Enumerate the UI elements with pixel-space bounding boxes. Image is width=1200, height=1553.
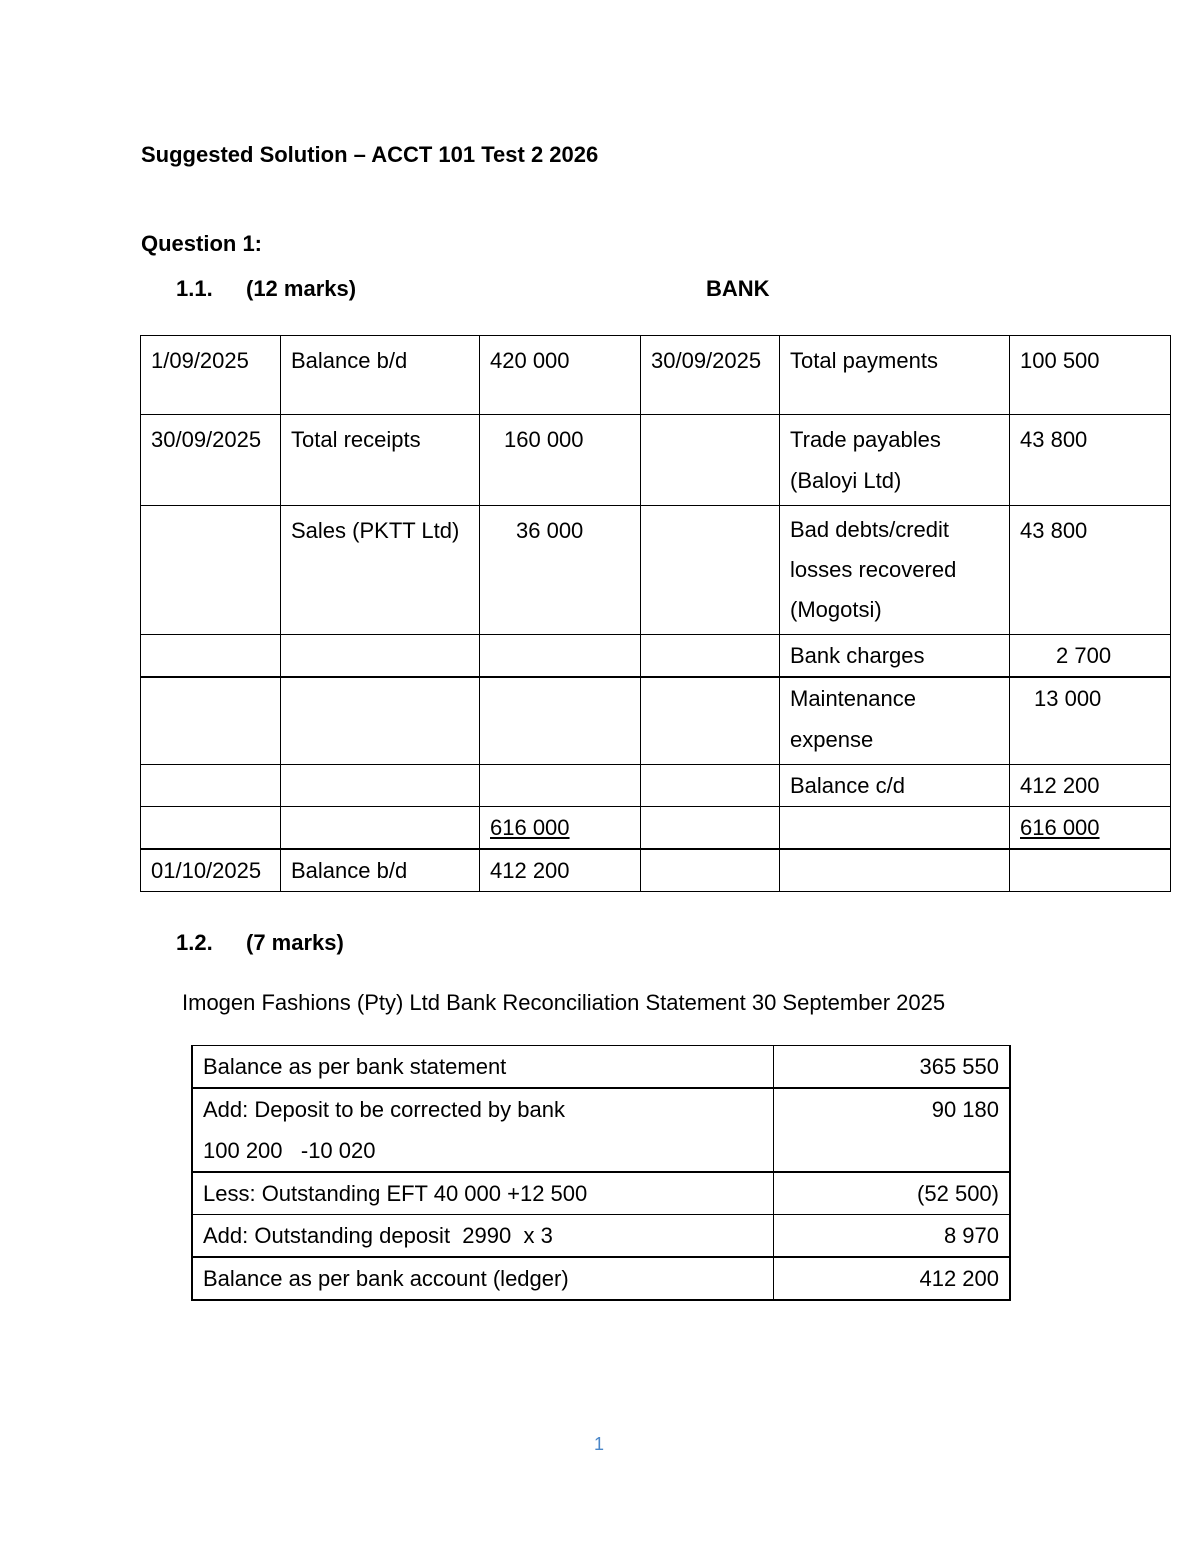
table-row [192,1046,1010,1089]
table-row [141,635,1171,678]
total-cell: 616 000 [480,807,641,850]
description-cell [281,677,480,765]
recon-label: Balance as per bank account (ledger) [192,1257,773,1300]
date-cell [641,677,780,765]
description-cell: Bad debts/credit losses recovered (Mogotsi) [780,506,1010,635]
description-cell: Sales (PKTT Ltd) [281,506,480,635]
date-cell [641,415,780,506]
amount-cell: 412 200 [480,849,641,892]
recon-label: Less: Outstanding EFT 40 000 +12 500 [192,1172,773,1215]
recon-amount: 90 180 [773,1088,1010,1172]
date-cell: 30/09/2025 [641,336,780,415]
description-cell: Trade payables (Baloyi Ltd) [780,415,1010,506]
description-cell [281,765,480,807]
bank-ledger-table [140,335,1171,892]
recon-amount: 365 550 [773,1046,1010,1089]
part-marks-1-2: (7 marks) [246,930,344,955]
question-heading: Question 1: [141,231,263,256]
table-row [192,1215,1010,1258]
amount-cell: 13 000 [1010,677,1171,765]
total-cell: 616 000 [1010,807,1171,850]
description-cell: Total receipts [281,415,480,506]
page-number: 1 [594,1434,605,1454]
amount-cell: 43 800 [1010,415,1171,506]
amount-cell: 43 800 [1010,506,1171,635]
amount-cell: 160 000 [480,415,641,506]
amount-cell: 412 200 [1010,765,1171,807]
part-number-1-2: 1.2. [176,930,213,955]
table-row [141,807,1171,850]
recon-label: Add: Outstanding deposit 2990 x 3 [192,1215,773,1258]
part-number-1-1: 1.1. [176,276,213,301]
statement-title: Imogen Fashions (Pty) Ltd Bank Reconciliation Statement 30 September 2025 [182,990,946,1015]
amount-cell: 100 500 [1010,336,1171,415]
description-cell [281,807,480,850]
recon-label-detail: 100 200 -10 020 [203,1138,376,1163]
description-cell: Total payments [780,336,1010,415]
amount-cell [480,765,641,807]
recon-label: Add: Deposit to be corrected by bank [203,1097,565,1122]
date-cell [641,506,780,635]
description-cell: Balance b/d [281,336,480,415]
date-cell [141,765,281,807]
description-cell [780,849,1010,892]
recon-amount: 412 200 [773,1257,1010,1300]
bank-reconciliation-table [191,1045,1011,1301]
date-cell [641,849,780,892]
date-cell: 1/09/2025 [141,336,281,415]
amount-cell [480,635,641,678]
date-cell [141,506,281,635]
description-cell: Bank charges [780,635,1010,678]
description-cell [281,635,480,678]
part-marks-1-1: (12 marks) [246,276,357,301]
date-cell [141,677,281,765]
date-cell [141,635,281,678]
description-cell [780,807,1010,850]
description-cell: Balance b/d [281,849,480,892]
table-row [141,765,1171,807]
date-cell [641,635,780,678]
description-cell: Balance c/d [780,765,1010,807]
recon-label-cell [192,1088,773,1172]
date-cell [641,765,780,807]
amount-cell [480,677,641,765]
amount-cell [1010,849,1171,892]
description-cell: Maintenance expense [780,677,1010,765]
table-row [192,1088,1010,1172]
table-row [192,1257,1010,1300]
table-row [141,336,1171,415]
date-cell [641,807,780,850]
amount-cell: 420 000 [480,336,641,415]
account-title: BANK [706,276,770,301]
recon-amount: 8 970 [773,1215,1010,1258]
amount-cell: 36 000 [480,506,641,635]
date-cell: 30/09/2025 [141,415,281,506]
table-row [141,415,1171,506]
table-row [141,849,1171,892]
table-row [141,677,1171,765]
date-cell [141,807,281,850]
table-row [141,506,1171,635]
recon-amount: (52 500) [773,1172,1010,1215]
table-row [192,1172,1010,1215]
amount-cell: 2 700 [1010,635,1171,678]
recon-label: Balance as per bank statement [192,1046,773,1089]
date-cell: 01/10/2025 [141,849,281,892]
page-title: Suggested Solution – ACCT 101 Test 2 2026 [141,142,599,167]
